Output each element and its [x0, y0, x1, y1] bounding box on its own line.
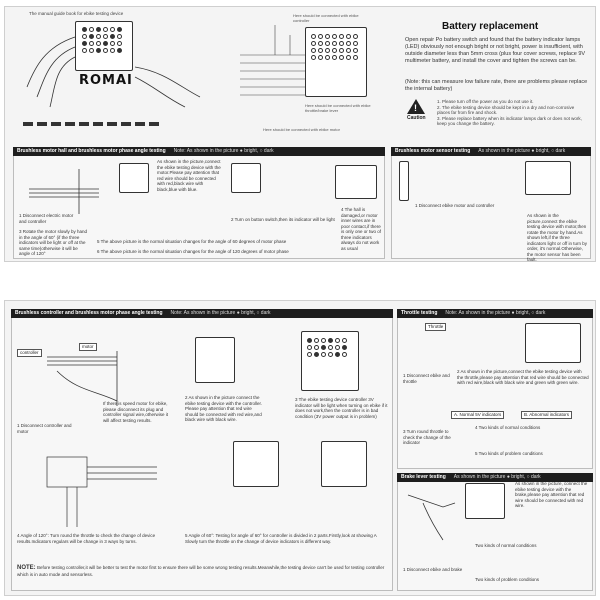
caution-symbol	[407, 99, 426, 121]
hall-step-switch: 2 Turn on button switch,then its indicator will be light	[231, 217, 335, 222]
controller-wires-drawing	[17, 331, 137, 411]
sensor-device	[525, 161, 571, 195]
controller-step-power: 3 The ebike testing device controller 3V indicator will be light when turning on ebike if it does not work,then the controller is in bad condition (3V power output is in problem)	[295, 397, 388, 419]
controller-note	[17, 565, 387, 577]
brake-step-disconnect: 1 Disconnect ebike and brake	[403, 567, 463, 572]
controller-label: controller	[17, 349, 42, 357]
brake-lever-drawing	[403, 485, 463, 545]
controller-section-header: Brushless controller and brushless motor phase angle testing Note: As shown in the picture ● bright, ○ dark	[11, 309, 393, 318]
hall-step-rotate: 3 Rotate the motor slowly by hand in the angle of 60° (if the three indicators will be light or off at the same time)otherwise it will be angle of 120°	[19, 229, 88, 256]
hall-device-2	[231, 163, 261, 193]
throttle-step-two-kinds-fault: 5 Two kinds of problem conditions	[475, 451, 543, 456]
controller-speed-note: If there is speed motor for ebike, please disconnect its plug and controller signal wire,otherwise it will affect testing results.	[103, 401, 169, 423]
caution-item: 2. The ebike testing device should be kept in a dry and non-corrosive places far from fire and shock.	[437, 104, 575, 115]
throttle-kind-a: A. Normal 5V indicators	[451, 411, 504, 419]
throttle-device	[525, 323, 581, 363]
sensor-probe	[399, 161, 409, 201]
sensor-section-header: Brushless motor sensor testing As shown in the picture ● bright, ○ dark	[391, 147, 591, 156]
hall-step-fault: 4 The hall is damaged,or motor inner wires are in poor contact,if there is only one or two of three indicators always do not work as usual	[341, 207, 382, 251]
hall-step-connect: 1 Disconnect electric motor and controller	[19, 213, 74, 224]
hall-device-3	[335, 165, 377, 199]
brake-step-fault: Two kinds of problem conditions	[475, 577, 540, 582]
hall-step-normal-60: 5 The above picture is the normal situation changes for the angle of 60 degrees of motor phase	[97, 239, 287, 244]
brake-device	[465, 483, 505, 519]
controller-step-disconnect: 1 Disconnect controller and motor	[17, 423, 72, 434]
controller-step-connect: 2 As shown in the picture connect the ebike testing device with the controller. Please pay attention that red wire should be connected with red wire,and black wire with black wire.	[185, 395, 263, 422]
controller-device-1	[195, 337, 235, 383]
motor-wire-drawing	[19, 159, 109, 219]
manual-caption: The manual guide book for ebike testing device	[29, 11, 124, 16]
throttle-step-check: 3 Turn round throttle to check the change of the indicator	[403, 429, 451, 445]
note-text: Before testing controller,it will be better to test the motor first to ensure there will be some wrong testing results.Meanwhile,the testing device can't be used for testing controller which is in auto mode and sensorless.	[17, 565, 385, 577]
note-label: NOTE:	[17, 565, 36, 571]
hall-step-normal-120: 6 The above picture is the normal situation changes for the angle of 120 degrees of motor phase	[97, 249, 289, 254]
throttle-label: Throttle	[425, 323, 446, 331]
label-signal-in: Here should be connected with ebike controller	[293, 13, 359, 23]
battery-title: Battery replacement	[442, 21, 539, 32]
label-throttle-out: Here should be connected with ebike throttle/brake lever	[305, 103, 371, 113]
hall-step-desc: As shown in the picture,connect the ebike testing device with the motor.Please pay attention that red wire should be connected with red,black wire with black,blue with blue.	[157, 159, 221, 192]
probe-wires-drawing	[15, 27, 215, 147]
connection-lines-drawing	[235, 15, 315, 125]
angle-device-a	[233, 441, 279, 487]
brake-step-desc: As shown in the picture, connect the ebike testing device with the brake,please pay attention that red wire should be connected with red wire.	[515, 481, 588, 508]
caution-item: 1. Please turn off the power as you do not use it.	[437, 99, 534, 104]
controller-step-angle-60: 5 Angle of 60°: Testing for angle of 60° for controller is divided in 2 parts.Firstly,look at showing A Slowly turn the throttle on the change of device indicators is different way.	[185, 533, 377, 544]
controller-step-angle-120: 4 Angle of 120°: Turn round the throttle to check the change of device results.Indicators regulars will be change in 3 ways by turns.	[17, 533, 156, 544]
sensor-step-disconnect: 1 Disconnect ebike motor and controller	[415, 203, 495, 208]
caution-label: Caution	[407, 115, 426, 121]
brand-logo: ROMAI	[79, 73, 133, 88]
brake-section-header: Brake lever testing As shown in the picture ● bright, ○ dark	[397, 473, 593, 482]
manual-sheet-bottom	[4, 300, 596, 596]
battery-body: Open repair Po battery switch and found that the battery indicator lamps (LED) obviously not enough bright or not bright, power is insufficient, with outside diameter less than 5mm cross (plus four cover screws, replace 9V multimeter battery, and install the cover and tighten the screws can be.	[405, 37, 586, 64]
hall-device-1	[119, 163, 149, 193]
hall-section-header: Brushless motor hall and brushless motor phase angle testing Note: As shown in the picture ● bright, ○ dark	[13, 147, 385, 156]
throttle-section-header: Throttle testing Note: As shown in the picture ● bright, ○ dark	[397, 309, 593, 318]
motor-label: motor	[79, 343, 97, 351]
throttle-kind-b: B. Abnormal indicators	[521, 411, 572, 419]
sensor-step-desc: As shown in the picture,connect the ebike testing device with motor,then rotate the motor by hand.As shown left,if the three indicators light or off in turn by order, it's normal.Otherwise, the motor sensor has been fault.	[527, 213, 587, 262]
controller-device-2	[301, 331, 359, 391]
caution-list	[437, 99, 587, 127]
battery-note: (Note: this can measure low failure rate, there are problems please replace the internal battery)	[405, 79, 588, 92]
throttle-step-disconnect: 1 Disconnect ebike and throttle	[403, 373, 450, 384]
throttle-step-two-kinds: 4 Two kinds of normal conditions	[475, 425, 541, 430]
caution-item: 3. Please replace battery when its indicator lamps dark or does not work, keep you change the battery.	[437, 115, 582, 126]
angle-device-b	[321, 441, 367, 487]
manual-sheet-top	[4, 6, 596, 262]
throttle-step-connect: 2 As shown in the picture,connect the ebike testing device with the throttle,please pay attention that red wire should be connected with red wire,black with black wire and green with green wire.	[457, 369, 589, 385]
label-power-in: Here should be connected with ebike motor	[263, 127, 340, 132]
throttle-wiring-drawing	[17, 437, 177, 537]
brake-step-normal: Two kinds of normal conditions	[475, 543, 537, 548]
warning-icon: !	[407, 99, 425, 114]
